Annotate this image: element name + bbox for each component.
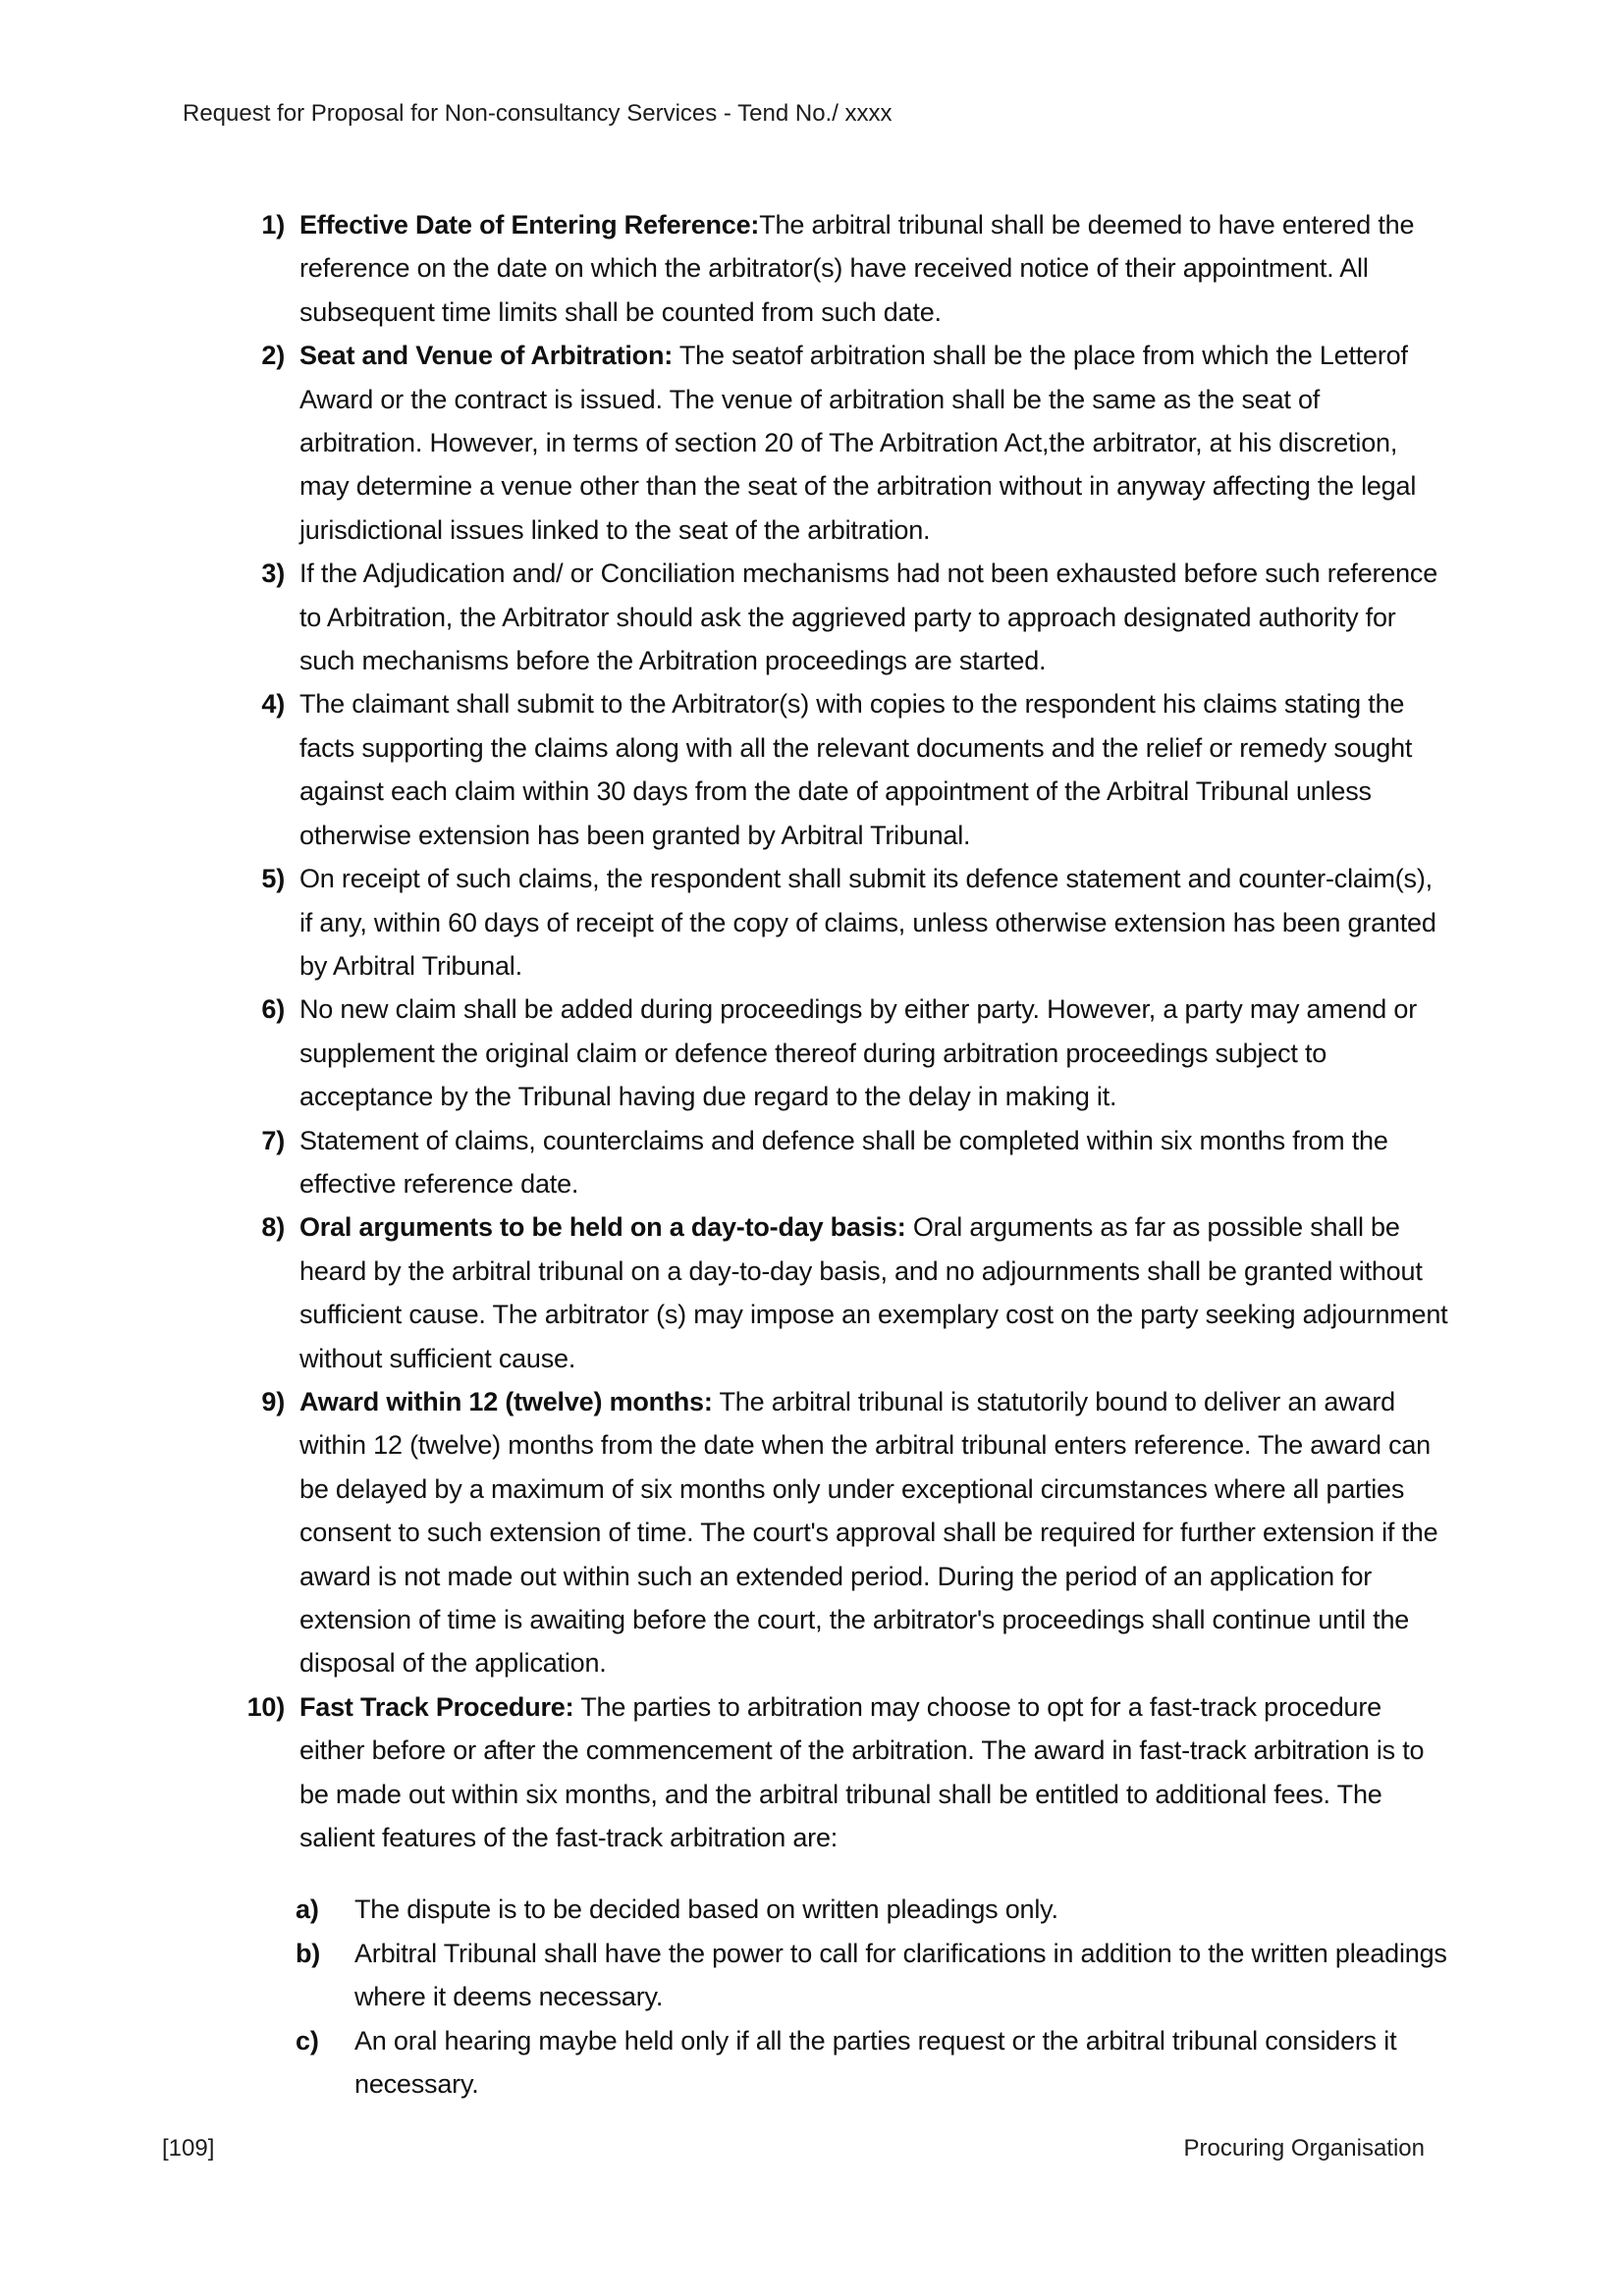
list-item-marker: 5)	[261, 864, 285, 894]
list-item-text	[299, 988, 1448, 1118]
sub-list-item-marker: c)	[296, 2025, 319, 2056]
list-item-text	[299, 682, 1448, 857]
list-item-body-text: Statement of claims, counterclaims and defence shall be completed within six months from the effective reference date.	[299, 1125, 1388, 1199]
list-item-marker: 4)	[261, 689, 285, 720]
list-item-lead: Oral arguments to be held on a day-to-day basis:	[299, 1212, 906, 1243]
list-item-marker: 1)	[261, 210, 285, 240]
list-item-marker: 7)	[261, 1125, 285, 1155]
list-item-text	[299, 1119, 1448, 1206]
list-item-marker: 2)	[261, 341, 285, 371]
list-item-text	[299, 1205, 1448, 1380]
list-item	[239, 988, 1448, 1118]
list-item-lead: Award within 12 (twelve) months:	[299, 1386, 713, 1416]
list-item-body-text: On receipt of such claims, the respondent shall submit its defence statement and counter-claim(s), if any, within 60 days of receipt of the copy of claims, unless otherwise extension has been granted by Arbitral Tribunal.	[299, 864, 1436, 981]
list-item-text	[299, 1380, 1448, 1685]
list-item-text	[299, 334, 1448, 552]
list-item-text	[299, 552, 1448, 682]
list-item-body-text: The parties to arbitration may choose to opt for a fast-track procedure either before or after the commencement of the arbitration. The award in fast-track arbitration is to be made out within six months, and the arbitral tribunal shall be entitled to additional fees. The salient features of the fast-track arbitration are:	[299, 1691, 1425, 1853]
document-body	[239, 203, 1448, 2106]
lettered-sub-list	[296, 1888, 1448, 2106]
list-item-body-text: The arbitral tribunal is statutorily bound to deliver an award within 12 (twelve) months from the date when the arbitral tribunal enters reference. The award can be delayed by a maximum of six months only under exceptional circumstances where all parties consent to such extension of time. The court's approval shall be required for further extension if the award is not made out within such an extended period. During the period of an application for extension of time is awaiting before the court, the arbitrator's proceedings shall continue until the disposal of the application.	[299, 1386, 1438, 1679]
sub-list-item	[296, 2019, 1448, 2107]
list-item	[239, 203, 1448, 334]
list-item	[239, 552, 1448, 682]
list-item-lead: Seat and Venue of Arbitration:	[299, 341, 674, 371]
sub-list-item-text: An oral hearing maybe held only if all the parties request or the arbitral tribunal considers it necessary.	[354, 2025, 1397, 2100]
list-item-body-text: No new claim shall be added during proceedings by either party. However, a party may amend or supplement the original claim or defence thereof during arbitration proceedings subject to acceptance by the Tribunal having due regard to the delay in making it.	[299, 994, 1418, 1112]
list-item	[239, 1119, 1448, 1206]
sub-list-item-marker: a)	[296, 1895, 319, 1925]
list-item-body-text: The seatof arbitration shall be the place from which the Letterof Award or the contract is issued. The venue of arbitration shall be the same as the seat of arbitration. However, in terms of section 20 of The Arbitration Act,the arbitrator, at his discretion, may determine a venue other than the seat of the arbitration without in anyway affecting the legal jurisdictional issues linked to the seat of the arbitration.	[299, 341, 1417, 545]
list-item	[239, 334, 1448, 552]
list-item-marker: 10)	[246, 1691, 285, 1722]
list-item	[239, 1685, 1448, 1860]
sub-list-item	[296, 1888, 1448, 1931]
sub-list-item-text: Arbitral Tribunal shall have the power to call for clarifications in addition to the written pleadings where it deems necessary.	[354, 1938, 1447, 2012]
list-item-text	[299, 203, 1448, 334]
sub-list-item-text: The dispute is to be decided based on written pleadings only.	[354, 1895, 1058, 1925]
list-item-text	[299, 1685, 1448, 1860]
page-footer	[162, 2134, 1425, 2163]
footer-organisation: Procuring Organisation	[1183, 2135, 1425, 2162]
list-item-marker: 3)	[261, 559, 285, 589]
list-item-lead: Fast Track Procedure:	[299, 1691, 574, 1722]
list-item-marker: 6)	[261, 994, 285, 1025]
list-item-marker: 9)	[261, 1386, 285, 1416]
header-title: Request for Proposal for Non-consultancy Services - Tend No./ xxxx	[183, 100, 893, 127]
page-header	[183, 99, 893, 129]
page-number: [109]	[162, 2135, 215, 2162]
list-item	[239, 857, 1448, 988]
list-item	[239, 1380, 1448, 1685]
list-item-lead: Effective Date of Entering Reference:	[299, 210, 760, 240]
sub-list-item-marker: b)	[296, 1938, 321, 1968]
list-item-text	[299, 857, 1448, 988]
list-item	[239, 682, 1448, 857]
list-item-body-text: The arbitral tribunal shall be deemed to have entered the reference on the date on which the arbitrator(s) have received notice of their appointment. All subsequent time limits shall be counted from such date.	[299, 210, 1415, 327]
list-item-marker: 8)	[261, 1212, 285, 1243]
list-item-body-text: Oral arguments as far as possible shall be heard by the arbitral tribunal on a day-to-day basis, and no adjournments shall be granted without sufficient cause. The arbitrator (s) may impose an exemplary cost on the party seeking adjournment without sufficient cause.	[299, 1212, 1448, 1373]
list-item-body-text: If the Adjudication and/ or Conciliation mechanisms had not been exhausted before such reference to Arbitration, the Arbitrator should ask the aggrieved party to approach designated authority for such mechanisms before the Arbitration proceedings are started.	[299, 559, 1438, 676]
sub-list-item	[296, 1932, 1448, 2019]
list-item	[239, 1205, 1448, 1380]
numbered-list	[239, 203, 1448, 1859]
list-item-body-text: The claimant shall submit to the Arbitrator(s) with copies to the respondent his claims stating the facts supporting the claims along with all the relevant documents and the relief or remedy sought against each claim within 30 days from the date of appointment of the Arbitral Tribunal unless otherwise extension has been granted by Arbitral Tribunal.	[299, 689, 1413, 850]
